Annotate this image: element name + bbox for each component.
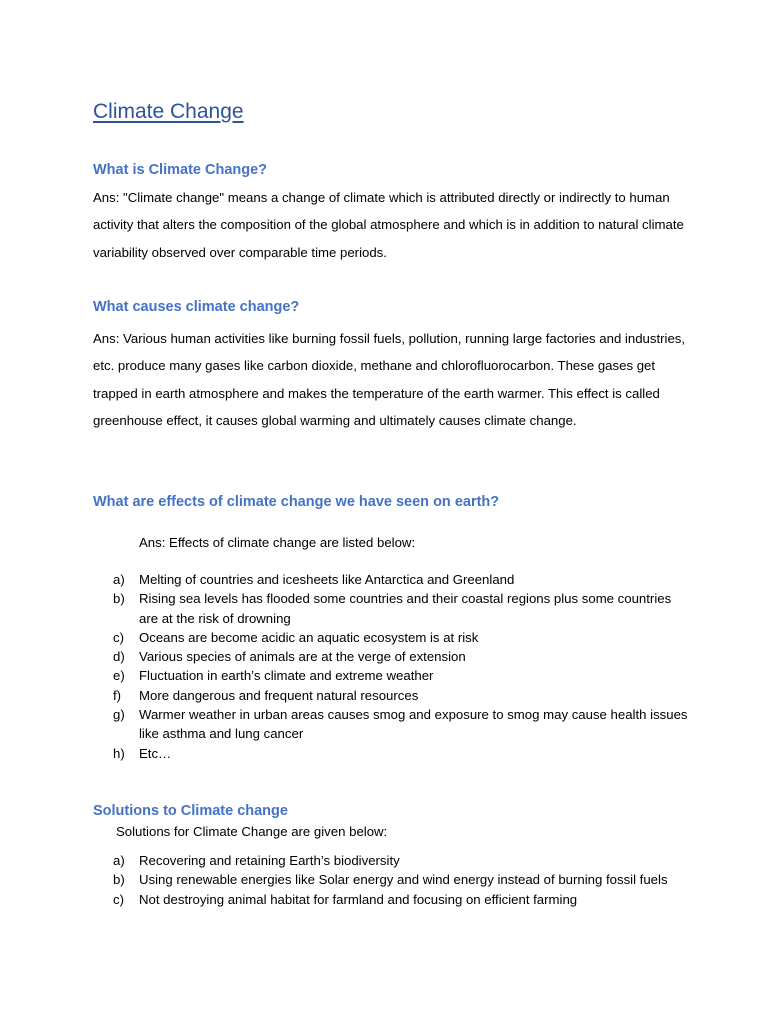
section-body-what-is-climate-change: Ans: "Climate change" means a change of climate which is attributed directly or indirectly to human activity that alters the composition of the global atmosphere and which is in addition to natural climate variability observed over comparable time periods. [93,190,684,260]
list-item [93,744,693,763]
list-item [93,870,693,889]
list-item [93,890,693,909]
list-item-text: Melting of countries and icesheets like Antarctica and Greenland [139,572,515,587]
list-item-text: Recovering and retaining Earth’s biodiversity [139,853,400,868]
section-heading-effects: What are effects of climate change we have seen on earth? [93,494,500,510]
effects-intro: Ans: Effects of climate change are listed below: [139,535,416,550]
list-marker: b) [113,591,125,607]
list-marker: a) [113,572,125,587]
list-marker: c) [113,629,124,645]
list-marker: c) [113,891,124,907]
section-heading-what-is-climate-change: What is Climate Change? [93,162,268,178]
list-marker: b) [113,872,125,888]
section-body-causes: Ans: Various human activities like burning fossil fuels, pollution, running large factories and industries, etc. produce many gases like carbon dioxide, methane and chlorofluorocarbon. These gases get trapped in earth atmosphere and makes the temperature of the earth warmer. This effect is called greenhouse effect, it causes global warming and ultimately causes climate change. [93,331,686,428]
section-heading-causes: What causes climate change? [93,299,300,315]
list-item [93,628,693,647]
solutions-intro: Solutions for Climate Change are given below: [116,824,388,839]
list-item [93,647,693,666]
list-item [93,570,693,589]
list-item [93,666,693,685]
solutions-list [93,851,693,909]
list-marker: f) [113,687,122,703]
list-marker: a) [113,853,125,868]
list-item [93,705,693,744]
list-marker: h) [113,745,125,761]
list-item-text: Various species of animals are at the verge of extension [139,649,466,665]
effects-list [93,570,693,763]
list-item [93,851,693,870]
list-item-text: Warmer weather in urban areas causes smog and exposure to smog may cause health issues like asthma and lung cancer [139,707,688,742]
list-item-text: Using renewable energies like Solar energy and wind energy instead of burning fossil fuels [139,872,668,888]
list-item-text: More dangerous and frequent natural resources [139,687,419,703]
list-item-text: Etc… [139,745,172,761]
list-item-text: Oceans are become acidic an aquatic ecosystem is at risk [139,629,479,645]
list-item-text: Not destroying animal habitat for farmland and focusing on efficient farming [139,891,578,907]
list-marker: g) [113,707,125,723]
document-title: Climate Change [93,100,244,123]
list-item [93,686,693,705]
list-item-text: Fluctuation in earth’s climate and extreme weather [139,668,434,684]
list-marker: d) [113,649,125,665]
section-heading-solutions: Solutions to Climate change [93,803,288,819]
list-item [93,589,693,628]
list-item-text: Rising sea levels has flooded some countries and their coastal regions plus some countries are at the risk of drowning [139,591,672,626]
list-marker: e) [113,668,125,684]
